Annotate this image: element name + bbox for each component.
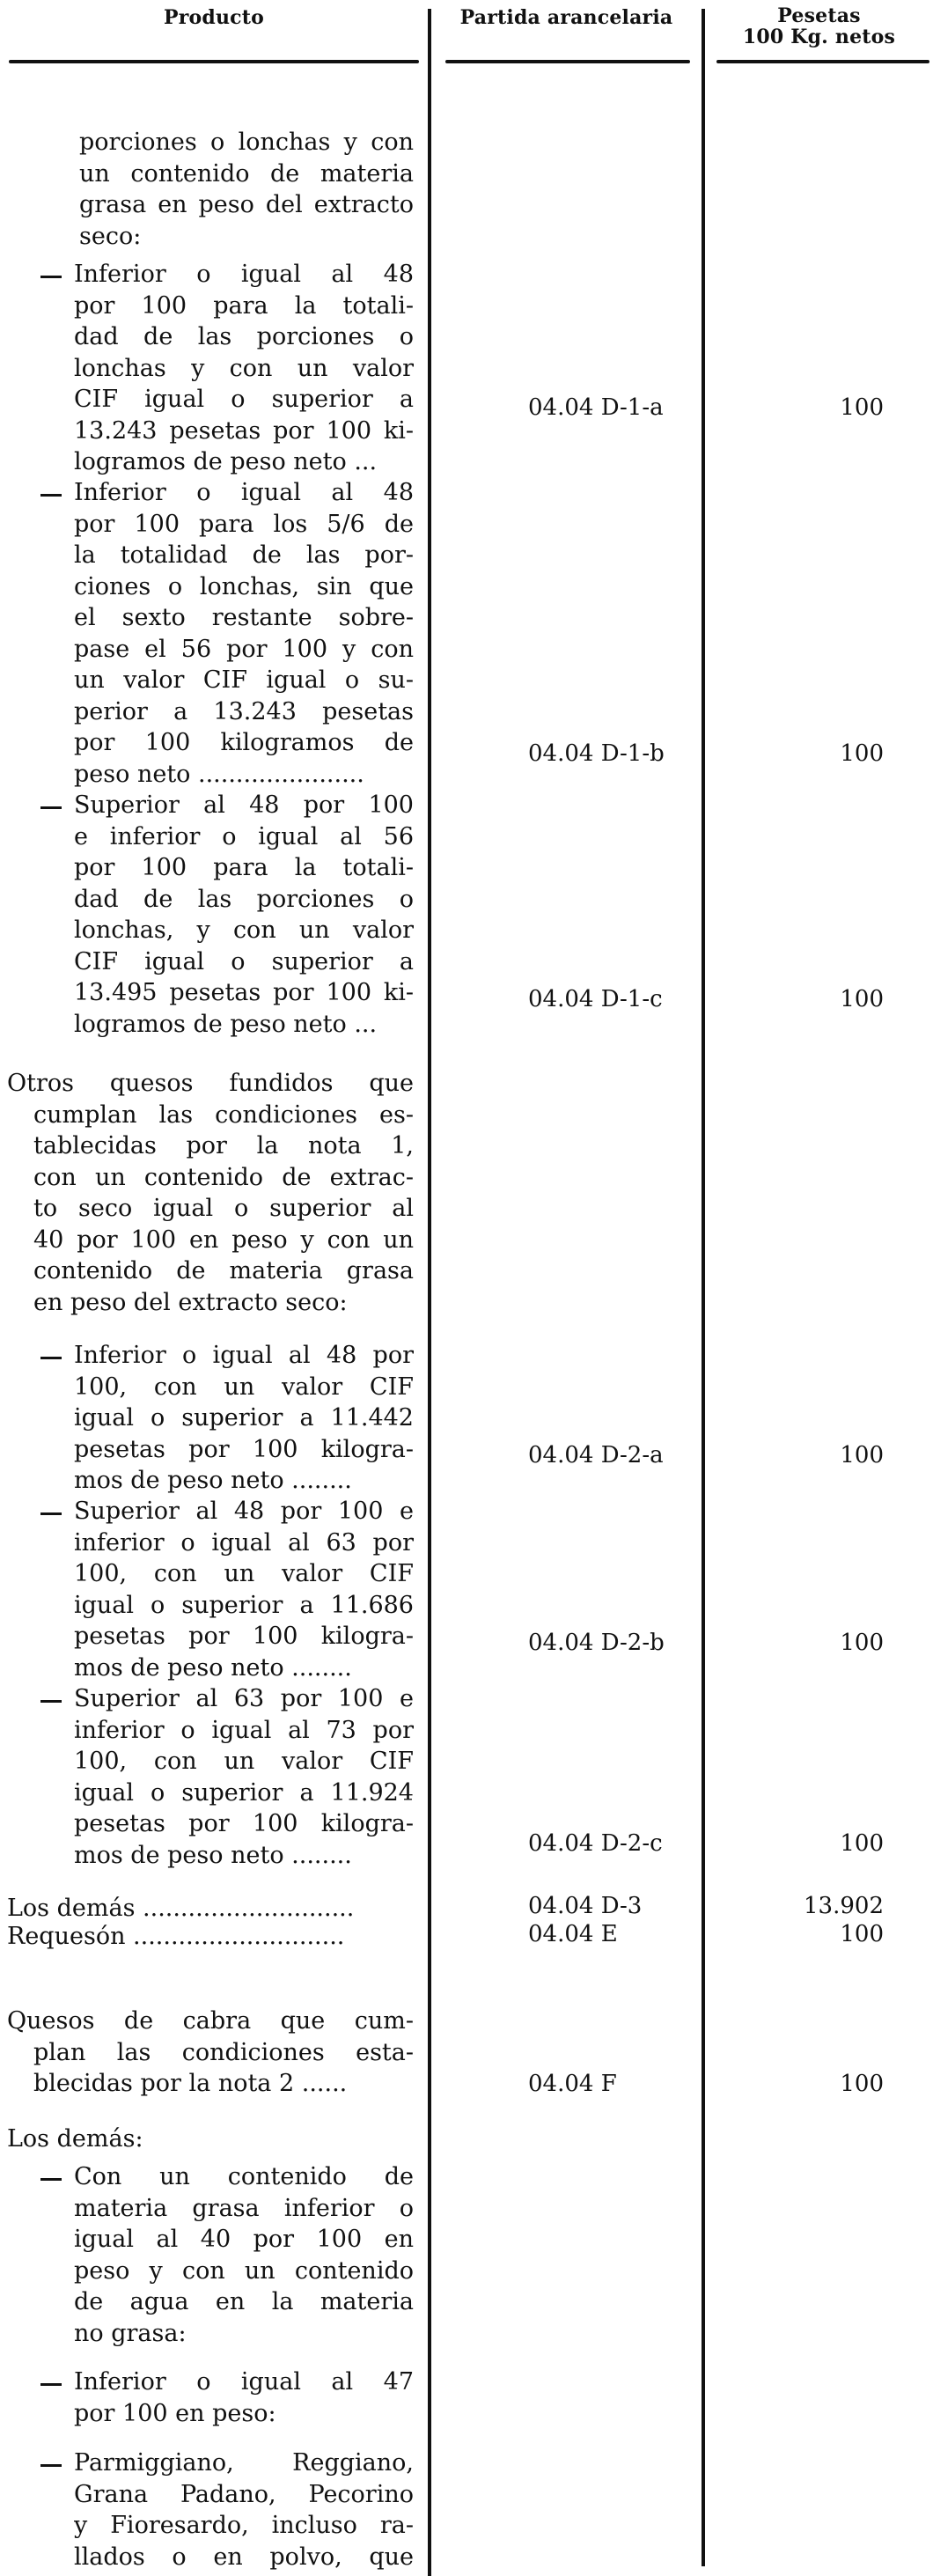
product-row-quesos-de-cabra bbox=[7, 2006, 414, 2100]
em-dash-icon bbox=[40, 1357, 62, 1359]
text-line: Superior al 48 por 100 e bbox=[74, 1498, 414, 1525]
text-line: materia grasa inferior o bbox=[74, 2194, 414, 2222]
partida-d-2-c: 04.04 D-2-c bbox=[528, 1830, 663, 1857]
pesetas-d-1-b: 100 bbox=[840, 740, 884, 767]
em-dash-icon bbox=[40, 806, 62, 809]
text-line: 13.495 pesetas por 100 ki- bbox=[74, 979, 414, 1006]
text-line: CIF igual o superior a bbox=[74, 947, 414, 975]
text-line: mos de peso neto ........ bbox=[74, 1841, 352, 1869]
pesetas-f: 100 bbox=[840, 2071, 884, 2097]
text-line: Inferior o igual al 48 por bbox=[74, 1342, 414, 1369]
em-dash-icon bbox=[40, 494, 62, 497]
text-line: no grasa: bbox=[74, 2319, 187, 2347]
text-line: pesetas por 100 kilogra- bbox=[74, 1435, 414, 1463]
text-line: 40 por 100 en peso y con un bbox=[33, 1225, 414, 1254]
text-line: 100, con un valor CIF bbox=[74, 1373, 414, 1401]
text-line: por 100 para la totali- bbox=[74, 291, 414, 320]
text-line: contenido de materia grasa bbox=[33, 1257, 414, 1284]
text-line: ciones o lonchas, sin que bbox=[74, 572, 414, 600]
text-line: tablecidas por la nota 1, bbox=[33, 1132, 414, 1159]
product-row-d-1-a bbox=[74, 259, 414, 478]
partida-d-1-b: 04.04 D-1-b bbox=[528, 740, 665, 767]
text-line: cumplan las condiciones es- bbox=[33, 1100, 414, 1129]
text-line: igual o superior a 11.924 bbox=[74, 1778, 414, 1807]
text-line: lonchas y con un valor bbox=[74, 354, 414, 382]
text-line: mos de peso neto ........ bbox=[74, 1467, 352, 1494]
text-line: Superior al 63 por 100 e bbox=[74, 1685, 414, 1712]
product-row-requeson bbox=[7, 1921, 414, 1953]
em-dash-icon bbox=[40, 1700, 62, 1703]
text-line: 13.243 pesetas por 100 ki- bbox=[74, 416, 414, 445]
text-line: 100, con un valor CIF bbox=[74, 1560, 414, 1587]
header-rule-pesetas bbox=[716, 60, 929, 63]
text-line: logramos de peso neto ... bbox=[74, 448, 378, 475]
column-divider-1 bbox=[428, 9, 431, 2576]
text-line: peso y con un contenido bbox=[74, 2256, 414, 2285]
text-line: igual o superior a 11.686 bbox=[74, 1591, 414, 1619]
text-line: de agua en la materia bbox=[74, 2288, 414, 2315]
text-line: igual al 40 por 100 en bbox=[74, 2226, 414, 2253]
em-dash-icon bbox=[40, 2464, 62, 2467]
header-pesetas-line2: 100 Kg. netos bbox=[742, 26, 896, 48]
text-line: el sexto restante sobre- bbox=[74, 604, 414, 631]
text-line: con un contenido de extrac- bbox=[33, 1163, 414, 1191]
em-dash-icon bbox=[40, 2178, 62, 2181]
text-line: Superior al 48 por 100 bbox=[74, 791, 414, 819]
text-line: Parmiggiano, Reggiano, bbox=[74, 2449, 414, 2477]
product-row-d-3 bbox=[7, 1893, 414, 1925]
text-line: inferior o igual al 73 por bbox=[74, 1716, 414, 1744]
text-line: pesetas por 100 kilogra- bbox=[74, 1810, 414, 1837]
pesetas-d-2-c: 100 bbox=[840, 1830, 884, 1857]
text-line: y Fioresardo, incluso ra- bbox=[74, 2512, 414, 2539]
text-line: plan las condiciones esta- bbox=[33, 2038, 414, 2066]
text-line: por 100 en peso: bbox=[74, 2399, 276, 2427]
column-divider-2 bbox=[702, 9, 705, 2566]
text-line: Los demás: bbox=[7, 2125, 143, 2153]
text-line: por 100 para los 5/6 de bbox=[74, 510, 414, 538]
text-line: dad de las porciones o bbox=[74, 885, 414, 913]
product-subheading-inferior-47 bbox=[74, 2366, 414, 2429]
text-line: en peso del extracto seco: bbox=[33, 1288, 348, 1316]
text-line: un valor CIF igual o su- bbox=[74, 666, 414, 694]
header-pesetas bbox=[705, 5, 933, 48]
partida-d-1-a: 04.04 D-1-a bbox=[528, 394, 664, 421]
text-line: por 100 para la totali- bbox=[74, 854, 414, 881]
product-row-parmiggiano bbox=[74, 2447, 414, 2572]
text-line: dad de las porciones o bbox=[74, 323, 414, 350]
product-heading-los-demas bbox=[7, 2123, 414, 2155]
product-heading-otros-quesos-fundidos bbox=[7, 1068, 414, 1318]
product-row-d-2-a bbox=[74, 1340, 414, 1497]
text-line: Con un contenido de bbox=[74, 2163, 414, 2190]
text-line: logramos de peso neto ... bbox=[74, 1010, 378, 1038]
text-line: Grana Padano, Pecorino bbox=[74, 2480, 414, 2508]
text-line: perior a 13.243 pesetas bbox=[74, 697, 414, 725]
text-line: un contenido de materia bbox=[79, 159, 414, 188]
text-line: grasa en peso del extracto bbox=[79, 191, 414, 218]
text-line: Quesos de cabra que cum- bbox=[7, 2007, 414, 2035]
pesetas-d-2-b: 100 bbox=[840, 1630, 884, 1656]
header-pesetas-line1: Pesetas bbox=[777, 4, 861, 27]
text-line: Requesón ............................ bbox=[7, 1923, 345, 1950]
partida-d-1-c: 04.04 D-1-c bbox=[528, 986, 663, 1012]
text-line: porciones o lonchas y con bbox=[79, 129, 414, 156]
header-rule-partida bbox=[445, 60, 690, 63]
product-row-d-2-c bbox=[74, 1683, 414, 1871]
product-row-d-1-c bbox=[74, 790, 414, 1040]
text-line: Otros quesos fundidos que bbox=[7, 1070, 414, 1097]
text-line: pase el 56 por 100 y con bbox=[74, 635, 414, 663]
partida-d-3: 04.04 D-3 bbox=[528, 1893, 643, 1919]
pesetas-d-3: 13.902 bbox=[804, 1893, 884, 1919]
text-line: Inferior o igual al 48 bbox=[74, 479, 414, 506]
text-line: seco: bbox=[79, 222, 142, 250]
partida-f: 04.04 F bbox=[528, 2071, 617, 2097]
text-line: to seco igual o superior al bbox=[33, 1195, 414, 1222]
text-line: por 100 kilogramos de bbox=[74, 729, 414, 756]
text-line: blecidas por la nota 2 ...... bbox=[33, 2070, 348, 2097]
product-text-continuation bbox=[79, 127, 414, 252]
header-rule-producto bbox=[9, 60, 419, 63]
text-line: peso neto ...................... bbox=[74, 760, 364, 788]
pesetas-d-2-a: 100 bbox=[840, 1442, 884, 1468]
text-line: la totalidad de las por- bbox=[74, 541, 414, 569]
header-producto: Producto bbox=[163, 6, 265, 29]
text-line: Los demás ............................ bbox=[7, 1895, 355, 1922]
em-dash-icon bbox=[40, 2383, 62, 2386]
text-line: inferior o igual al 63 por bbox=[74, 1528, 414, 1557]
product-row-d-1-b bbox=[74, 477, 414, 790]
text-line: llados o en polvo, que bbox=[74, 2543, 414, 2571]
pesetas-e: 100 bbox=[840, 1921, 884, 1947]
text-line: lonchas, y con un valor bbox=[74, 916, 414, 944]
em-dash-icon bbox=[40, 276, 62, 278]
text-line: Inferior o igual al 48 bbox=[74, 261, 414, 288]
em-dash-icon bbox=[40, 1512, 62, 1515]
text-line: pesetas por 100 kilogra- bbox=[74, 1623, 414, 1650]
header-partida-arancelaria: Partida arancelaria bbox=[459, 6, 673, 29]
partida-d-2-a: 04.04 D-2-a bbox=[528, 1442, 664, 1468]
pesetas-d-1-a: 100 bbox=[840, 394, 884, 421]
text-line: mos de peso neto ........ bbox=[74, 1653, 352, 1682]
text-line: 100, con un valor CIF bbox=[74, 1748, 414, 1775]
partida-d-2-b: 04.04 D-2-b bbox=[528, 1630, 665, 1656]
text-line: igual o superior a 11.442 bbox=[74, 1404, 414, 1432]
text-line: e inferior o igual al 56 bbox=[74, 822, 414, 850]
pesetas-d-1-c: 100 bbox=[840, 986, 884, 1012]
product-row-d-2-b bbox=[74, 1496, 414, 1683]
text-line: CIF igual o superior a bbox=[74, 386, 414, 413]
text-line: Inferior o igual al 47 bbox=[74, 2368, 414, 2396]
partida-e: 04.04 E bbox=[528, 1921, 618, 1947]
product-subheading-materia-grasa bbox=[74, 2161, 414, 2349]
